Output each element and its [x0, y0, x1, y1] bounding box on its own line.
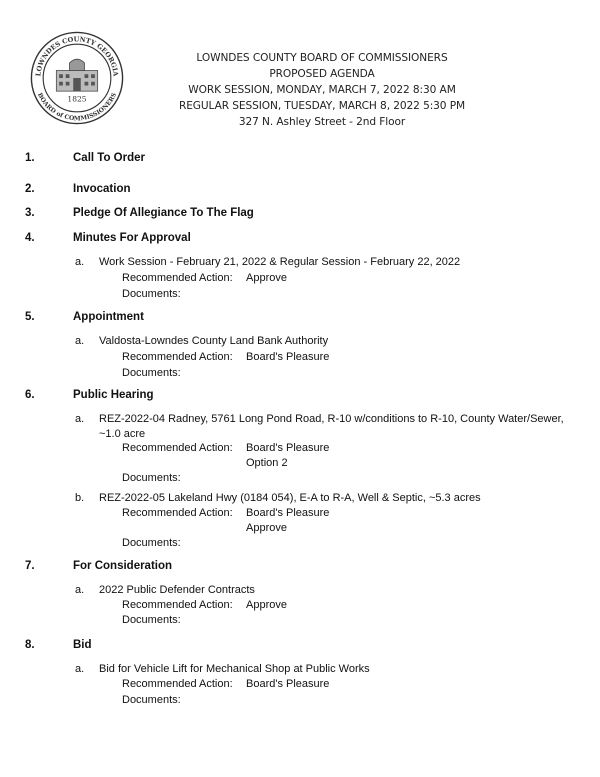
- item-description: REZ-2022-05 Lakeland Hwy (0184 054), E-A to R-A, Well & Septic, ~5.3 acres: [99, 491, 481, 504]
- recommended-action-value: Board's Pleasure: [246, 506, 330, 519]
- recommended-action-label: Recommended Action:: [122, 677, 233, 690]
- item-letter: b.: [75, 491, 85, 504]
- documents-label: Documents:: [122, 287, 181, 300]
- header-line-work-session: WORK SESSION, MONDAY, MARCH 7, 2022 8:30 AM: [188, 84, 456, 96]
- recommended-action-value: Board's Pleasure: [246, 441, 330, 454]
- item-letter: a.: [75, 662, 85, 675]
- documents-label: Documents:: [122, 471, 181, 484]
- recommended-action-label: Recommended Action:: [122, 506, 233, 519]
- section-title: Call To Order: [73, 151, 145, 164]
- county-seal-logo: [30, 31, 124, 125]
- section-title: Pledge Of Allegiance To The Flag: [73, 206, 254, 219]
- section-title: Public Hearing: [73, 388, 154, 401]
- item-letter: a.: [75, 583, 85, 596]
- item-letter: a.: [75, 334, 85, 347]
- recommended-action-value: Approve: [246, 521, 287, 534]
- item-description: Bid for Vehicle Lift for Mechanical Shop at Public Works: [99, 662, 370, 675]
- documents-label: Documents:: [122, 366, 181, 379]
- section-title: Bid: [73, 638, 92, 651]
- documents-label: Documents:: [122, 613, 181, 626]
- seal-year: 1825: [67, 94, 87, 104]
- section-number: 2.: [25, 182, 35, 195]
- item-description: 2022 Public Defender Contracts: [99, 583, 255, 596]
- section-number: 6.: [25, 388, 35, 401]
- seal-text-top: LOWNDES COUNTY GEORGIA: [34, 35, 120, 77]
- recommended-action-value: Board's Pleasure: [246, 350, 330, 363]
- section-title: Appointment: [73, 310, 144, 323]
- item-description: Work Session - February 21, 2022 & Regular Session - February 22, 2022: [99, 255, 461, 268]
- seal-text-bottom: BOARD of COMMISSIONERS: [35, 91, 119, 123]
- header-line-title: PROPOSED AGENDA: [269, 68, 375, 80]
- section-title: Invocation: [73, 182, 131, 195]
- section-number: 5.: [25, 310, 35, 323]
- header-line-regular-session: REGULAR SESSION, TUESDAY, MARCH 8, 2022 5:30 PM: [178, 100, 466, 112]
- recommended-action-value: Board's Pleasure: [246, 677, 330, 690]
- section-number: 1.: [25, 151, 35, 164]
- item-letter: a.: [75, 255, 85, 268]
- item-description: Valdosta-Lowndes County Land Bank Authority: [99, 334, 329, 347]
- section-number: 8.: [25, 638, 35, 651]
- header-line-address: 327 N. Ashley Street - 2nd Floor: [238, 116, 406, 128]
- recommended-action-label: Recommended Action:: [122, 441, 233, 454]
- recommended-action-label: Recommended Action:: [122, 598, 233, 611]
- recommended-action-label: Recommended Action:: [122, 350, 233, 363]
- section-number: 4.: [25, 231, 35, 244]
- section-number: 7.: [25, 559, 35, 572]
- item-letter: a.: [75, 412, 85, 425]
- documents-label: Documents:: [122, 536, 181, 549]
- item-description: REZ-2022-04 Radney, 5761 Long Pond Road, R-10 w/conditions to R-10, County Water/Sewer,: [99, 412, 564, 425]
- section-title: For Consideration: [73, 559, 173, 572]
- recommended-action-label: Recommended Action:: [122, 271, 233, 284]
- section-number: 3.: [25, 206, 35, 219]
- recommended-action-value: Option 2: [246, 456, 288, 469]
- section-title: Minutes For Approval: [73, 231, 191, 244]
- item-description: ~1.0 acre: [99, 427, 146, 440]
- recommended-action-value: Approve: [246, 598, 287, 611]
- documents-label: Documents:: [122, 693, 181, 706]
- recommended-action-value: Approve: [246, 271, 287, 284]
- header-line-org: LOWNDES COUNTY BOARD OF COMMISSIONERS: [196, 52, 448, 64]
